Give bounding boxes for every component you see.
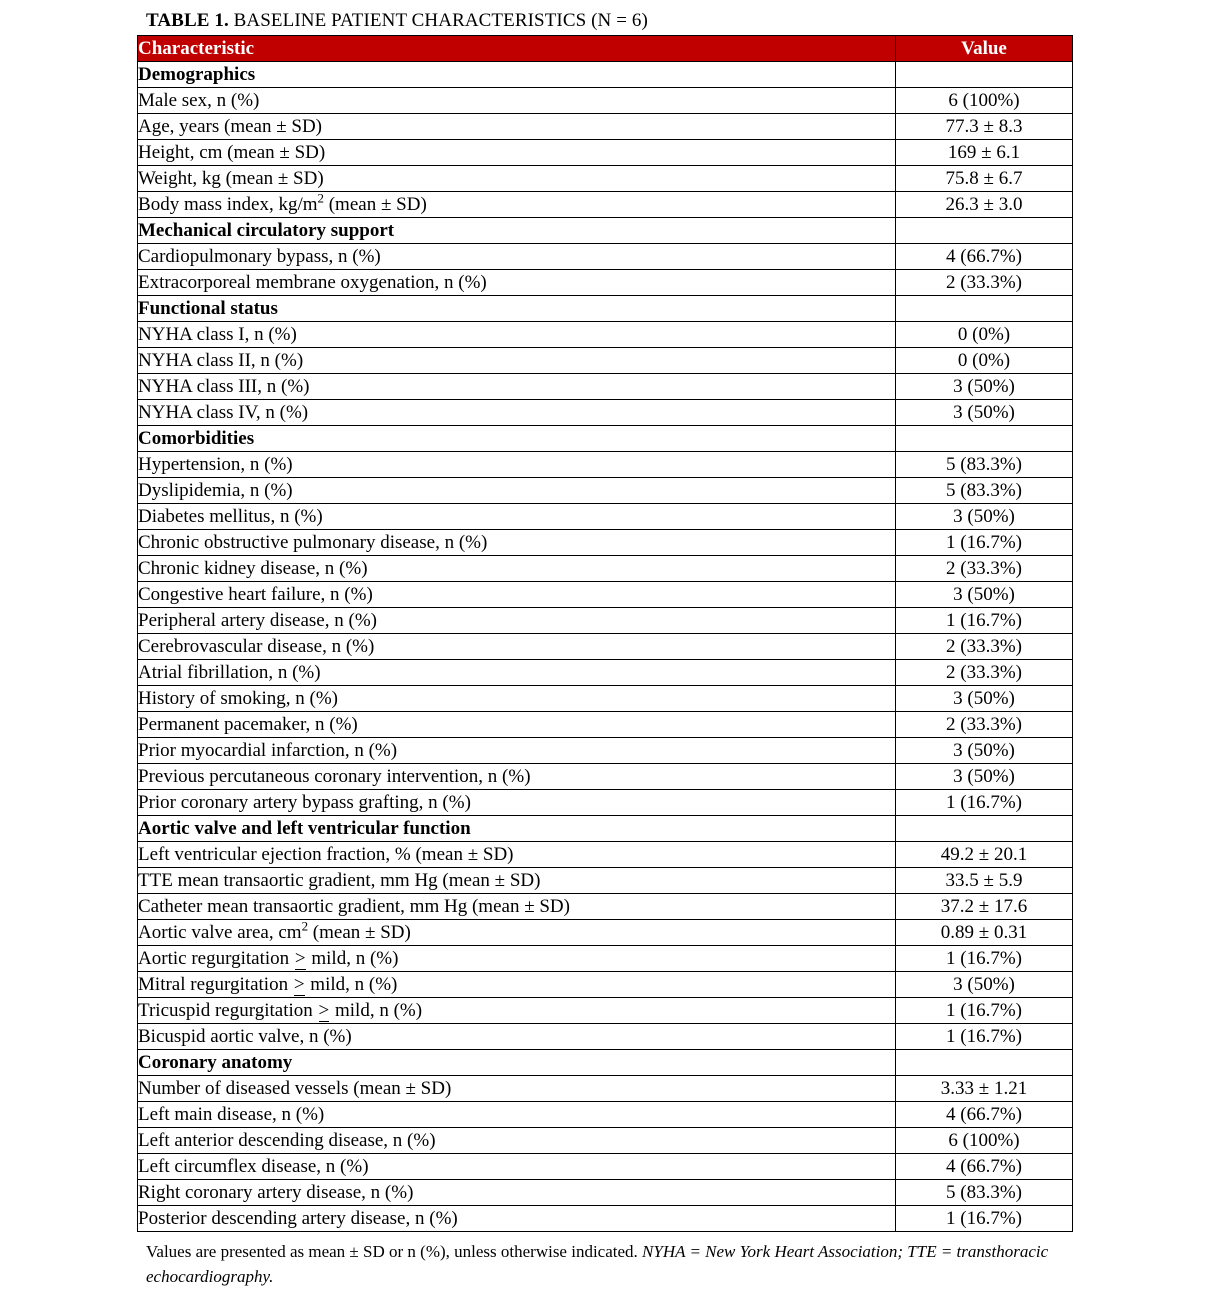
footnote-plain-text: Values are presented as mean ± SD or n (%), unless otherwise indicated. (146, 1242, 643, 1261)
characteristic-cell: TTE mean transaortic gradient, mm Hg (mean ± SD) (138, 868, 896, 894)
value-cell: 75.8 ± 6.7 (896, 166, 1073, 192)
characteristic-cell: Posterior descending artery disease, n (%) (138, 1206, 896, 1232)
value-cell: 26.3 ± 3.0 (896, 192, 1073, 218)
section-label: Functional status (138, 296, 896, 322)
table-body (138, 62, 1073, 1232)
value-cell: 1 (16.7%) (896, 1024, 1073, 1050)
value-cell: 0 (0%) (896, 322, 1073, 348)
table-header (138, 36, 1073, 62)
greater-or-equal-glyph: > (293, 974, 305, 995)
characteristic-cell: NYHA class IV, n (%) (138, 400, 896, 426)
characteristic-cell: Male sex, n (%) (138, 88, 896, 114)
footnote-abbreviations: NYHA = New York Heart Association; TTE = transthoracic echocardiography. (146, 1242, 1049, 1286)
characteristic-cell: Left ventricular ejection fraction, % (mean ± SD) (138, 842, 896, 868)
section-header-row (138, 816, 1073, 842)
characteristic-cell: NYHA class II, n (%) (138, 348, 896, 374)
table-row (138, 244, 1073, 270)
value-cell: 1 (16.7%) (896, 790, 1073, 816)
section-label: Aortic valve and left ventricular function (138, 816, 896, 842)
table-row (138, 556, 1073, 582)
value-cell: 2 (33.3%) (896, 270, 1073, 296)
characteristic-cell: Extracorporeal membrane oxygenation, n (%) (138, 270, 896, 296)
characteristic-cell: Bicuspid aortic valve, n (%) (138, 1024, 896, 1050)
value-cell: 1 (16.7%) (896, 1206, 1073, 1232)
table-row (138, 166, 1073, 192)
value-cell: 0 (0%) (896, 348, 1073, 374)
value-cell: 37.2 ± 17.6 (896, 894, 1073, 920)
table-footnote (146, 1239, 1076, 1289)
characteristic-cell: Left circumflex disease, n (%) (138, 1154, 896, 1180)
characteristic-cell: Diabetes mellitus, n (%) (138, 504, 896, 530)
table-row (138, 1180, 1073, 1206)
table-row (138, 686, 1073, 712)
value-cell: 6 (100%) (896, 1128, 1073, 1154)
value-cell (896, 1050, 1073, 1076)
value-cell: 3 (50%) (896, 686, 1073, 712)
table-row (138, 660, 1073, 686)
value-cell: 6 (100%) (896, 88, 1073, 114)
characteristic-cell: Left anterior descending disease, n (%) (138, 1128, 896, 1154)
table-row (138, 114, 1073, 140)
table-row (138, 88, 1073, 114)
characteristic-cell: Right coronary artery disease, n (%) (138, 1180, 896, 1206)
section-header-row (138, 1050, 1073, 1076)
table-row (138, 790, 1073, 816)
characteristic-cell: Aortic valve area, $cm^2$ (mean ± SD) (138, 920, 896, 946)
characteristic-cell: Body mass index, $kg/m^2$ (mean ± SD) (138, 192, 896, 218)
characteristic-cell: Chronic kidney disease, n (%) (138, 556, 896, 582)
value-cell: 0.89 ± 0.31 (896, 920, 1073, 946)
characteristic-cell: History of smoking, n (%) (138, 686, 896, 712)
characteristic-cell: Atrial fibrillation, n (%) (138, 660, 896, 686)
table-row (138, 894, 1073, 920)
table-row (138, 1206, 1073, 1232)
table-row (138, 998, 1073, 1024)
characteristic-cell: Previous percutaneous coronary intervention, n (%) (138, 764, 896, 790)
superscript-two: 2 (317, 190, 324, 206)
column-header-characteristic: Characteristic (138, 36, 896, 62)
value-cell: 3 (50%) (896, 582, 1073, 608)
value-cell: 33.5 ± 5.9 (896, 868, 1073, 894)
section-label: Mechanical circulatory support (138, 218, 896, 244)
table-row (138, 764, 1073, 790)
value-cell: 5 (83.3%) (896, 1180, 1073, 1206)
section-header-row (138, 296, 1073, 322)
table-title (146, 9, 1072, 33)
table-row (138, 478, 1073, 504)
value-cell: 5 (83.3%) (896, 478, 1073, 504)
characteristic-cell: NYHA class I, n (%) (138, 322, 896, 348)
table-number: TABLE 1. (146, 10, 229, 31)
section-header-row (138, 62, 1073, 88)
section-header-row (138, 426, 1073, 452)
table-row (138, 920, 1073, 946)
value-cell (896, 816, 1073, 842)
value-cell (896, 62, 1073, 88)
table-row (138, 400, 1073, 426)
table-row (138, 972, 1073, 998)
value-cell: 3.33 ± 1.21 (896, 1076, 1073, 1102)
greater-or-equal-glyph: > (318, 1000, 330, 1021)
characteristic-cell: Mitral regurgitation > mild, n (%) (138, 972, 896, 998)
table-row (138, 582, 1073, 608)
value-cell: 3 (50%) (896, 400, 1073, 426)
value-cell: 2 (33.3%) (896, 556, 1073, 582)
baseline-characteristics-table (137, 35, 1073, 1232)
value-cell: 3 (50%) (896, 764, 1073, 790)
value-cell: 49.2 ± 20.1 (896, 842, 1073, 868)
characteristic-cell: Height, cm (mean ± SD) (138, 140, 896, 166)
value-cell (896, 296, 1073, 322)
value-cell: 4 (66.7%) (896, 1154, 1073, 1180)
characteristic-cell: Cardiopulmonary bypass, n (%) (138, 244, 896, 270)
table-row (138, 1024, 1073, 1050)
table-row (138, 712, 1073, 738)
value-cell (896, 426, 1073, 452)
characteristic-cell: Tricuspid regurgitation > mild, n (%) (138, 998, 896, 1024)
value-cell: 77.3 ± 8.3 (896, 114, 1073, 140)
value-cell: 5 (83.3%) (896, 452, 1073, 478)
characteristic-cell: Number of diseased vessels (mean ± SD) (138, 1076, 896, 1102)
column-header-value: Value (896, 36, 1073, 62)
section-label: Coronary anatomy (138, 1050, 896, 1076)
table-row (138, 1102, 1073, 1128)
greater-or-equal-glyph: > (294, 948, 306, 969)
value-cell: 2 (33.3%) (896, 660, 1073, 686)
section-label: Demographics (138, 62, 896, 88)
table-row (138, 270, 1073, 296)
value-cell: 4 (66.7%) (896, 1102, 1073, 1128)
table-row (138, 1154, 1073, 1180)
characteristic-cell: Age, years (mean ± SD) (138, 114, 896, 140)
table-row (138, 140, 1073, 166)
characteristic-cell: Prior coronary artery bypass grafting, n (%) (138, 790, 896, 816)
table-row (138, 1076, 1073, 1102)
characteristic-cell: Prior myocardial infarction, n (%) (138, 738, 896, 764)
section-header-row (138, 218, 1073, 244)
table-row (138, 634, 1073, 660)
value-cell: 1 (16.7%) (896, 530, 1073, 556)
characteristic-cell: Peripheral artery disease, n (%) (138, 608, 896, 634)
value-cell: 3 (50%) (896, 374, 1073, 400)
table-row (138, 868, 1073, 894)
value-cell: 1 (16.7%) (896, 946, 1073, 972)
table-row (138, 348, 1073, 374)
table-row (138, 608, 1073, 634)
table-row (138, 504, 1073, 530)
table-row (138, 842, 1073, 868)
table-row (138, 452, 1073, 478)
characteristic-cell: NYHA class III, n (%) (138, 374, 896, 400)
value-cell (896, 218, 1073, 244)
value-cell: 3 (50%) (896, 972, 1073, 998)
characteristic-cell: Aortic regurgitation > mild, n (%) (138, 946, 896, 972)
characteristic-cell: Permanent pacemaker, n (%) (138, 712, 896, 738)
superscript-two: 2 (301, 918, 309, 934)
header-row (138, 36, 1073, 62)
value-cell: 1 (16.7%) (896, 608, 1073, 634)
characteristic-cell: Catheter mean transaortic gradient, mm Hg (mean ± SD) (138, 894, 896, 920)
characteristic-cell: Left main disease, n (%) (138, 1102, 896, 1128)
characteristic-cell: Cerebrovascular disease, n (%) (138, 634, 896, 660)
value-cell: 2 (33.3%) (896, 712, 1073, 738)
table-row (138, 1128, 1073, 1154)
table-caption: BASELINE PATIENT CHARACTERISTICS (N = 6) (228, 10, 648, 31)
characteristic-cell: Dyslipidemia, n (%) (138, 478, 896, 504)
table-row (138, 374, 1073, 400)
value-cell: 3 (50%) (896, 504, 1073, 530)
table-row (138, 322, 1073, 348)
characteristic-cell: Congestive heart failure, n (%) (138, 582, 896, 608)
value-cell: 169 ± 6.1 (896, 140, 1073, 166)
value-cell: 4 (66.7%) (896, 244, 1073, 270)
table-row (138, 192, 1073, 218)
section-label: Comorbidities (138, 426, 896, 452)
characteristic-cell: Weight, kg (mean ± SD) (138, 166, 896, 192)
value-cell: 3 (50%) (896, 738, 1073, 764)
table-row (138, 946, 1073, 972)
value-cell: 1 (16.7%) (896, 998, 1073, 1024)
characteristic-cell: Hypertension, n (%) (138, 452, 896, 478)
table-row (138, 738, 1073, 764)
value-cell: 2 (33.3%) (896, 634, 1073, 660)
table-row (138, 530, 1073, 556)
characteristic-cell: Chronic obstructive pulmonary disease, n (%) (138, 530, 896, 556)
